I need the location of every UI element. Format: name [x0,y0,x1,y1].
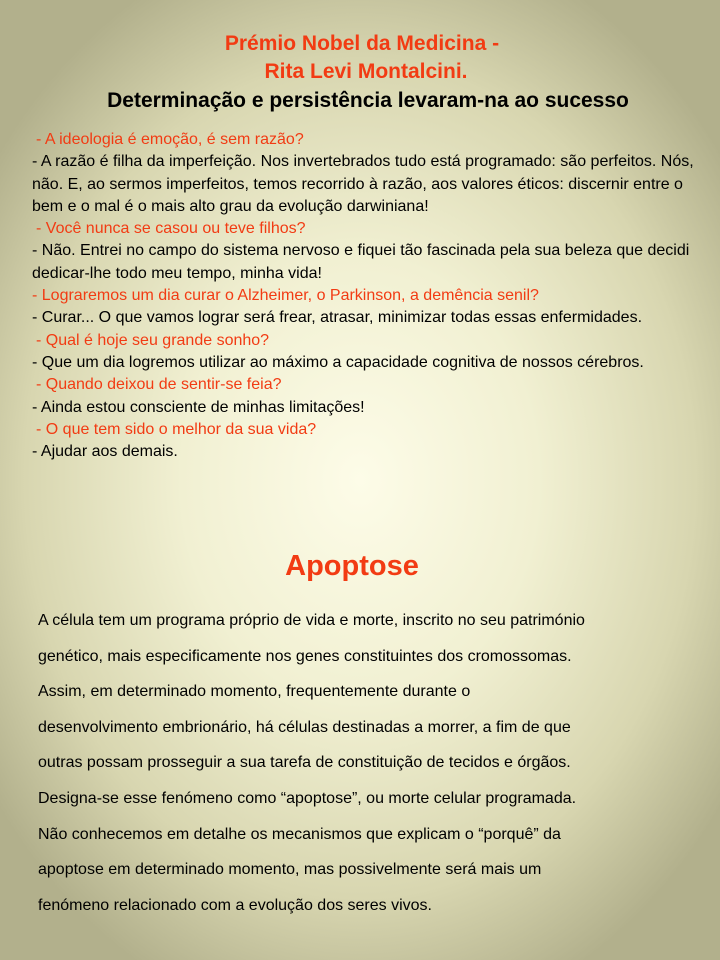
paragraph-line: genético, mais especificamente nos genes constituintes dos cromossomas. [38,647,572,665]
interview-question: - Quando deixou de sentir-se feia? [36,376,282,394]
paragraph-line: Assim, em determinado momento, frequentemente durante o [38,683,471,701]
title-line-2: Rita Levi Montalcini. [264,60,468,83]
apoptose-paragraph [38,603,698,923]
interview-question: - A ideologia é emoção, é sem razão? [36,131,304,148]
interview-answer: - A razão é filha da imperfeição. Nos invertebrados tudo está programado: são perfeitos. Nós, não. E, ao sermos imperfeitos, temos recorrido à razão, aos valores éticos: discernir entre o bem e o mal é o mais alto grau da evolução darwiniana! [32,153,694,215]
interview-question: - Lograremos um dia curar o Alzheimer, o Parkinson, a demência senil? [32,287,539,305]
paragraph-line: A célula tem um programa próprio de vida e morte, inscrito no seu património [38,612,585,629]
paragraph-line: Designa-se esse fenómeno como “apoptose”, ou morte celular programada. [38,789,577,807]
paragraph-line: outras possam prosseguir a sua tarefa de constituição de tecidos e órgãos. [38,754,571,772]
paragraph-line: desenvolvimento embrionário, há células destinadas a morrer, a fim de que [38,718,571,736]
interview-question: - O que tem sido o melhor da sua vida? [36,420,317,438]
interview-answer: - Curar... O que vamos lograr será frear, atrasar, minimizar todas essas enfermidades. [32,309,643,327]
title-line-1: Prémio Nobel da Medicina - [224,32,500,55]
interview-question: - Você nunca se casou ou teve filhos? [36,220,306,238]
interview-answer: - Ajudar aos demais. [32,443,178,461]
interview-list [32,129,702,463]
paragraph-line: Não conhecemos em detalhe os mecanismos que explicam o “porquê” da [38,825,561,843]
paragraph-line: apoptose em determinado momento, mas possivelmente será mais um [38,861,542,879]
subtitle: Determinação e persistência levaram-na ao sucesso [107,89,629,112]
interview-answer: - Que um dia logremos utilizar ao máximo a capacidade cognitiva de nossos cérebros. [32,353,644,371]
interview-answer: - Não. Entrei no campo do sistema nervoso e fiquei tão fascinada pela sua beleza que decidi dedicar-lhe todo meu tempo, minha vida! [32,242,690,282]
paragraph-line: fenómeno relacionado com a evolução dos seres vivos. [38,896,432,914]
interview-question: - Qual é hoje seu grande sonho? [36,331,270,349]
interview-answer: - Ainda estou consciente de minhas limitações! [32,398,365,416]
section-heading-apoptose: Apoptose [285,550,419,582]
